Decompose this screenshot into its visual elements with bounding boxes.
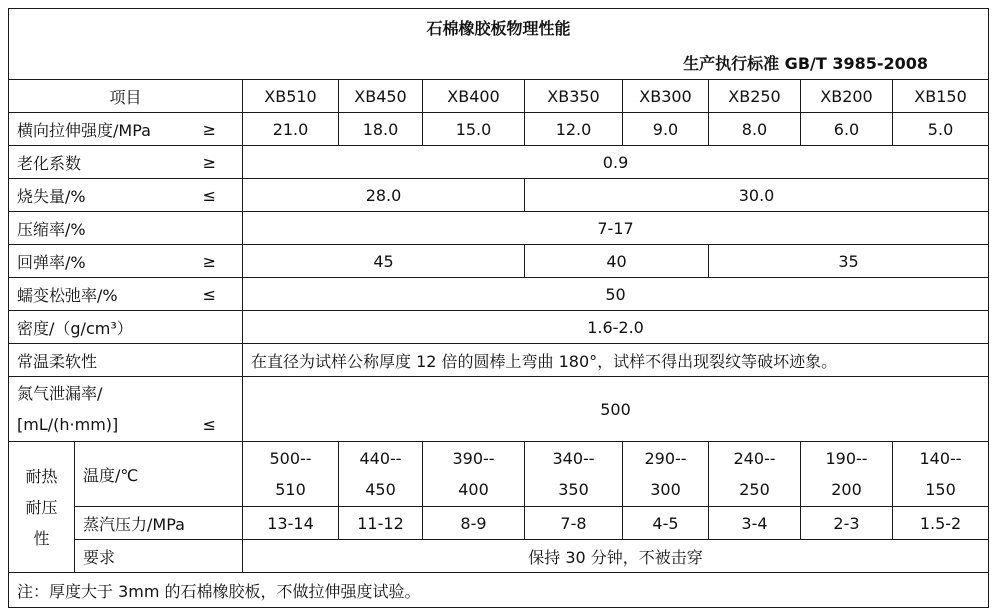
table-cell: 18.0 (339, 113, 423, 146)
lte-symbol: ≤ (202, 185, 216, 205)
table-cell: 2-3 (801, 507, 893, 540)
table-cell: 190-- 200 (801, 442, 893, 507)
table-title: 石棉橡胶板物理性能 (9, 9, 989, 46)
group-label-line: 性 (33, 528, 50, 548)
header-row (9, 80, 989, 113)
grade-header: XB300 (623, 80, 709, 113)
table-cell: 21.0 (243, 113, 339, 146)
rebound-label: 回弹率/% (17, 252, 86, 272)
row-label (9, 245, 243, 278)
table-cell: 35 (709, 245, 989, 278)
row-label (9, 113, 243, 146)
table-cell: 50 (243, 278, 989, 311)
grade-header: XB510 (243, 80, 339, 113)
table-cell: 340-- 350 (525, 442, 623, 507)
table-cell: 5.0 (893, 113, 989, 146)
group-label-line: 耐压 (25, 497, 58, 517)
table-row (9, 311, 989, 344)
item-header: 项目 (9, 80, 243, 113)
table-cell: 30.0 (525, 179, 989, 212)
grade-header: XB400 (423, 80, 525, 113)
gte-symbol: ≥ (202, 251, 216, 271)
row-label (9, 146, 243, 179)
table-cell: 28.0 (243, 179, 525, 212)
spec-document (8, 8, 988, 601)
table-row (9, 146, 989, 179)
lte-symbol: ≤ (202, 415, 216, 434)
table-cell: 6.0 (801, 113, 893, 146)
table-cell: 4-5 (623, 507, 709, 540)
grade-header: XB250 (709, 80, 801, 113)
tensile-label: 横向拉伸强度/MPa (17, 120, 151, 140)
table-cell: 0.9 (243, 146, 989, 179)
standard-reference: 生产执行标准 GB/T 3985-2008 (9, 45, 989, 80)
table-cell: 290-- 300 (623, 442, 709, 507)
grade-header: XB200 (801, 80, 893, 113)
row-label (9, 377, 243, 442)
table-row (9, 573, 989, 608)
table-row (9, 245, 989, 278)
table-row (9, 113, 989, 146)
aging-label: 老化系数 (17, 153, 82, 173)
table-row (9, 212, 989, 245)
grade-header: XB450 (339, 80, 423, 113)
table-cell: 13-14 (243, 507, 339, 540)
nitrogen-label-line2: [mL/(h·mm)] (17, 415, 119, 434)
footnote: 注：厚度大于 3mm 的石棉橡胶板，不做拉伸强度试验。 (9, 573, 989, 608)
burn-loss-label: 烧失量/% (17, 186, 86, 206)
table-cell: 240-- 250 (709, 442, 801, 507)
table-cell: 7-8 (525, 507, 623, 540)
temperature-label: 温度/℃ (75, 442, 243, 507)
table-row (9, 507, 989, 540)
table-cell: 7-17 (243, 212, 989, 245)
table-cell: 8-9 (423, 507, 525, 540)
table-cell: 9.0 (623, 113, 709, 146)
table-cell: 15.0 (423, 113, 525, 146)
group-label-line: 耐热 (25, 466, 58, 486)
gte-symbol: ≥ (202, 152, 216, 172)
table-row (9, 442, 989, 507)
density-label: 密度/（g/cm³） (9, 311, 243, 344)
steam-pressure-label: 蒸汽压力/MPa (75, 507, 243, 540)
nitrogen-label-line1: 氮气泄漏率/ (17, 384, 103, 403)
table-cell: 1.6-2.0 (243, 311, 989, 344)
table-cell: 140-- 150 (893, 442, 989, 507)
table-cell: 3-4 (709, 507, 801, 540)
flexibility-label: 常温柔软性 (9, 344, 243, 377)
row-label (9, 179, 243, 212)
table-cell: 500 (243, 377, 989, 442)
grade-header: XB350 (525, 80, 623, 113)
creep-label: 蠕变松弛率/% (17, 285, 118, 305)
requirement-value: 保持 30 分钟，不被击穿 (243, 540, 989, 573)
table-row (9, 278, 989, 311)
table-cell: 440-- 450 (339, 442, 423, 507)
requirement-label: 要求 (75, 540, 243, 573)
grade-header: XB150 (893, 80, 989, 113)
table-cell: 390-- 400 (423, 442, 525, 507)
table-cell: 500-- 510 (243, 442, 339, 507)
table-cell: 1.5-2 (893, 507, 989, 540)
table-row (9, 377, 989, 442)
table-cell: 8.0 (709, 113, 801, 146)
table-cell: 40 (525, 245, 709, 278)
table-row (9, 179, 989, 212)
heat-pressure-group-label (9, 442, 75, 573)
lte-symbol: ≤ (202, 284, 216, 304)
table-cell: 11-12 (339, 507, 423, 540)
flexibility-requirement: 在直径为试样公称厚度 12 倍的圆棒上弯曲 180°，试样不得出现裂纹等破坏迹象。 (243, 344, 989, 377)
table-row (9, 344, 989, 377)
table-row (9, 540, 989, 573)
compression-label: 压缩率/% (9, 212, 243, 245)
properties-table (8, 8, 989, 608)
table-cell: 12.0 (525, 113, 623, 146)
gte-symbol: ≥ (202, 119, 216, 139)
table-cell: 45 (243, 245, 525, 278)
row-label (9, 278, 243, 311)
